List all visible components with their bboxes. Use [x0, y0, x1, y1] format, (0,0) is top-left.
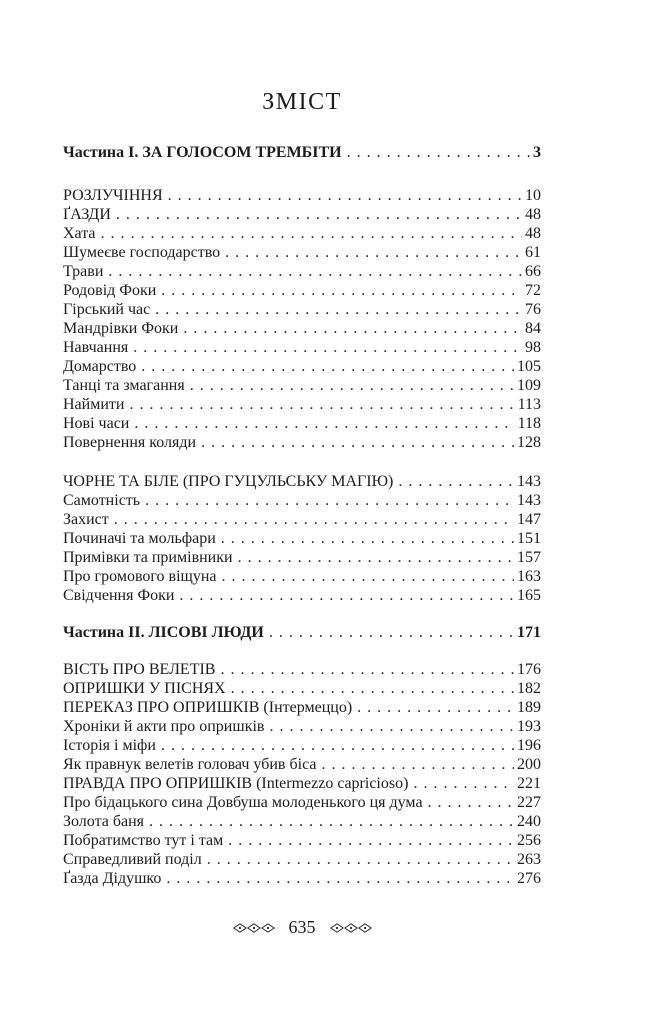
entry-page: 163 [517, 568, 541, 585]
entry-label: Частина II. ЛІСОВІ ЛЮДИ [63, 624, 264, 641]
toc-group-part1 [63, 143, 541, 162]
entry-label: Історія і міфи [63, 737, 156, 754]
entry-page: 3 [533, 144, 541, 161]
entry-page: 118 [517, 415, 541, 432]
entry-page: 143 [517, 492, 541, 509]
toc-group-part2 [63, 623, 541, 642]
toc-part-heading [63, 623, 541, 642]
entry-page: 189 [517, 699, 541, 716]
dot-leader [207, 850, 514, 869]
toc-entry [63, 319, 541, 338]
dot-leader [221, 529, 514, 548]
dot-leader [145, 491, 514, 510]
entry-page: 84 [525, 320, 541, 337]
page-title: ЗМІСТ [262, 89, 342, 115]
toc-entry [63, 812, 541, 831]
toc-entry [63, 262, 541, 281]
entry-label: Хата [63, 225, 96, 242]
entry-label: ПРАВДА ПРО ОПРИШКІВ (Intermezzo capricioso) [63, 775, 409, 792]
entry-page: 182 [517, 680, 541, 697]
entry-label: Свідчення Фоки [63, 587, 175, 604]
toc-entry [63, 736, 541, 755]
entry-label: Починачі та мольфари [63, 530, 216, 547]
toc-entry [63, 586, 541, 605]
toc-entry [63, 414, 541, 433]
entry-page: 143 [517, 473, 541, 490]
toc-entry [63, 793, 541, 812]
dot-leader [114, 510, 514, 529]
toc-entry [63, 510, 541, 529]
toc-entry [63, 529, 541, 548]
entry-page: 10 [525, 187, 541, 204]
dot-leader [166, 869, 514, 888]
diamond-chain-icon [232, 922, 276, 934]
dot-leader [155, 300, 522, 319]
dot-leader [228, 831, 514, 850]
dot-leader [149, 812, 514, 831]
entry-label: Примівки та примівники [63, 549, 233, 566]
entry-page: 105 [517, 358, 541, 375]
dot-leader [398, 472, 514, 491]
toc-group-section2 [63, 472, 541, 605]
entry-page: 109 [517, 377, 541, 394]
entry-page: 128 [517, 434, 541, 451]
toc-entry [63, 472, 541, 491]
entry-page: 263 [517, 851, 541, 868]
entry-label: Про громового віщуна [63, 568, 217, 585]
entry-label: Захист [63, 511, 109, 528]
entry-label: Навчання [63, 339, 129, 356]
toc-entry [63, 717, 541, 736]
entry-label: Повернення коляди [63, 434, 197, 451]
entry-label: Домарство [63, 358, 137, 375]
toc-entry [63, 205, 541, 224]
folio-page-number: 635 [288, 917, 316, 937]
entry-label: Справедливий поділ [63, 851, 202, 868]
dot-leader [161, 281, 522, 300]
dot-leader [101, 224, 522, 243]
dot-leader [220, 660, 514, 679]
toc-entry [63, 243, 541, 262]
entry-page: 113 [517, 396, 541, 413]
toc-entry [63, 831, 541, 850]
dot-leader [161, 736, 514, 755]
dot-leader [134, 414, 514, 433]
dot-leader [108, 262, 522, 281]
entry-label: Гірський час [63, 301, 151, 318]
entry-label: Ґазда Дідушко [63, 870, 162, 887]
entry-page: 171 [517, 624, 541, 641]
page-footer [63, 917, 541, 938]
entry-page: 151 [517, 530, 541, 547]
entry-page: 227 [517, 794, 541, 811]
entry-page: 165 [517, 587, 541, 604]
entry-label: Трави [63, 263, 104, 280]
dot-leader [116, 205, 522, 224]
entry-label: ЧОРНЕ ТА БІЛЕ (ПРО ГУЦУЛЬСЬКУ МАГІЮ) [63, 473, 394, 490]
entry-page: 48 [525, 225, 541, 242]
entry-label: Хроніки й акти про опришків [63, 718, 265, 735]
entry-page: 176 [517, 661, 541, 678]
entry-label: Танці та змагання [63, 377, 185, 394]
dot-leader [269, 717, 514, 736]
toc-entry [63, 281, 541, 300]
dot-leader [141, 357, 514, 376]
toc-entry [63, 698, 541, 717]
toc-entry [63, 224, 541, 243]
entry-label: Наймити [63, 396, 125, 413]
entry-label: РОЗЛУЧІННЯ [63, 187, 163, 204]
dot-leader [225, 243, 522, 262]
entry-page: 76 [525, 301, 541, 318]
toc-entry [63, 567, 541, 586]
dot-leader [413, 774, 514, 793]
entry-label: Мандрівки Фоки [63, 320, 179, 337]
entry-page: 66 [525, 263, 541, 280]
dot-leader [222, 567, 514, 586]
entry-page: 196 [517, 737, 541, 754]
toc-entry [63, 548, 541, 567]
dot-leader [129, 395, 514, 414]
toc-entry [63, 357, 541, 376]
entry-page: 276 [517, 870, 541, 887]
toc-entry [63, 376, 541, 395]
dot-leader [269, 623, 514, 642]
entry-page: 240 [517, 813, 541, 830]
dot-leader [190, 376, 514, 395]
toc-entry [63, 433, 541, 452]
dot-leader [168, 186, 522, 205]
entry-page: 157 [517, 549, 541, 566]
toc-entry [63, 679, 541, 698]
entry-label: Побратимство тут і там [63, 832, 224, 849]
entry-label: ОПРИШКИ У ПІСНЯХ [63, 680, 226, 697]
dot-leader [238, 548, 514, 567]
entry-label: Як правнук велетів головач убив біса [63, 756, 317, 773]
toc-entry [63, 395, 541, 414]
entry-page: 147 [517, 511, 541, 528]
dot-leader [357, 698, 514, 717]
entry-page: 221 [517, 775, 541, 792]
toc-entry [63, 869, 541, 888]
entry-page: 72 [525, 282, 541, 299]
dot-leader [183, 319, 522, 338]
entry-label: Золота баня [63, 813, 145, 830]
toc-group-section3 [63, 660, 541, 888]
dot-leader [347, 143, 530, 162]
entry-label: Частина I. ЗА ГОЛОСОМ ТРЕМБІТИ [63, 144, 342, 161]
dot-leader [133, 338, 522, 357]
entry-page: 48 [525, 206, 541, 223]
entry-page: 98 [525, 339, 541, 356]
entry-label: ПЕРЕКАЗ ПРО ОПРИШКІВ (Інтермеццо) [63, 699, 353, 716]
dot-leader [428, 793, 514, 812]
dot-leader [179, 586, 514, 605]
entry-page: 61 [525, 244, 541, 261]
entry-label: Шумеєве господарство [63, 244, 221, 261]
dot-leader [201, 433, 514, 452]
entry-page: 193 [517, 718, 541, 735]
toc-entry [63, 850, 541, 869]
toc-entry [63, 660, 541, 679]
entry-label: Самотність [63, 492, 141, 509]
toc-entry [63, 774, 541, 793]
toc-content [63, 0, 541, 938]
toc-part-heading [63, 143, 541, 162]
entry-label: ВІСТЬ ПРО ВЕЛЕТІВ [63, 661, 216, 678]
toc-entry [63, 491, 541, 510]
toc-group-section1 [63, 186, 541, 452]
entry-label: Про бідацького сина Довбуша молоденького ця дума [63, 794, 423, 811]
toc-entry [63, 338, 541, 357]
diamond-chain-icon [329, 922, 373, 934]
dot-leader [231, 679, 514, 698]
entry-label: Нові часи [63, 415, 130, 432]
entry-page: 256 [517, 832, 541, 849]
dot-leader [321, 755, 514, 774]
toc-entry [63, 300, 541, 319]
entry-label: Родовід Фоки [63, 282, 157, 299]
entry-label: ҐАЗДИ [63, 206, 111, 223]
toc-entry [63, 755, 541, 774]
entry-page: 200 [517, 756, 541, 773]
toc-entry [63, 186, 541, 205]
